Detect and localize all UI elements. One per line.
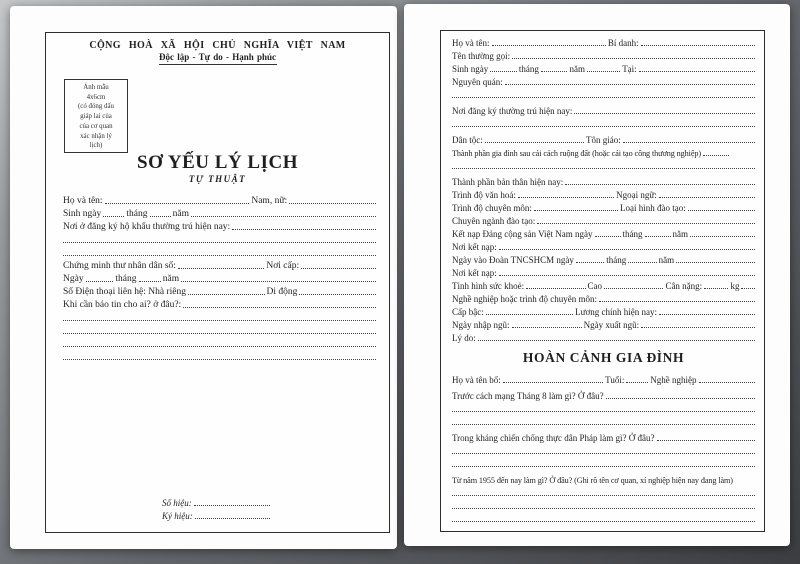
field-label: Cao bbox=[587, 281, 603, 291]
field-label: Khi cần báo tin cho ai? ở đâu?: bbox=[63, 300, 182, 310]
dotted-fill-line bbox=[178, 268, 264, 269]
form-row bbox=[62, 219, 377, 232]
photo-box-line: 4x6cm bbox=[86, 93, 106, 101]
dotted-fill-line bbox=[628, 262, 656, 263]
dotted-fill-line bbox=[537, 223, 755, 224]
dotted-fill-line bbox=[606, 398, 755, 399]
form-row bbox=[451, 252, 756, 265]
field-label: tháng bbox=[115, 274, 137, 284]
form-row bbox=[451, 278, 756, 291]
dotted-fill-line bbox=[703, 155, 729, 156]
form-row bbox=[451, 61, 756, 74]
national-motto-line-2: Độc lập - Tự do - Hạnh phúc bbox=[158, 52, 276, 62]
form-row bbox=[451, 372, 756, 385]
field-label: Tình hình sức khoẻ: bbox=[452, 281, 525, 291]
field-label: Sinh ngày bbox=[452, 64, 489, 74]
form-row bbox=[451, 265, 756, 278]
national-motto-line-1: CỘNG HOÀ XÃ HỘI CHỦ NGHĨA VIỆT NAM bbox=[89, 40, 346, 51]
field-label: Cấp bậc: bbox=[452, 307, 484, 317]
dotted-fill-line bbox=[195, 518, 270, 519]
field-label: tháng bbox=[622, 229, 643, 239]
dotted-fill-line bbox=[505, 84, 755, 85]
dotted-fill-line bbox=[526, 288, 585, 289]
page-2-body bbox=[441, 31, 764, 531]
form-row bbox=[451, 388, 756, 401]
field-label: năm bbox=[172, 209, 190, 219]
form-row bbox=[451, 472, 756, 485]
form-row bbox=[451, 304, 756, 317]
dotted-fill-line bbox=[188, 294, 265, 295]
dotted-fill-line bbox=[574, 113, 755, 114]
form-row bbox=[451, 116, 756, 129]
form-row bbox=[451, 226, 756, 239]
dotted-fill-line bbox=[657, 440, 755, 441]
field-label: Nơi ở đăng ký hộ khẩu thường trú hiện nay: bbox=[63, 222, 231, 232]
field-label: Chuyên ngành đào tạo: bbox=[452, 216, 536, 226]
dotted-fill-line bbox=[576, 262, 604, 263]
field-label: Tuổi: bbox=[605, 375, 625, 385]
form-row bbox=[62, 258, 377, 271]
dotted-fill-line bbox=[534, 210, 618, 211]
field-label: năm bbox=[162, 274, 180, 284]
dotted-fill-line bbox=[191, 216, 376, 217]
field-label: Số Điện thoại liên hệ: Nhà riêng bbox=[63, 287, 186, 297]
dotted-fill-line bbox=[599, 301, 755, 302]
field-label: Ngày bbox=[63, 274, 84, 284]
field-label: Từ năm 1955 đến nay làm gì? Ở đâu? (Ghi rõ tên cơ quan, xí nghiệp hiện nay đang làm) bbox=[452, 476, 733, 485]
field-label: năm bbox=[672, 229, 689, 239]
dotted-fill-line bbox=[478, 340, 755, 341]
dotted-fill-line bbox=[103, 216, 124, 217]
dotted-fill-line bbox=[623, 142, 755, 143]
form-row bbox=[62, 206, 377, 219]
field-label: năm bbox=[569, 64, 585, 74]
dotted-fill-line bbox=[181, 281, 376, 282]
form-row bbox=[451, 511, 756, 524]
page-1-border-frame bbox=[45, 32, 390, 533]
form-row bbox=[451, 485, 756, 498]
field-label: Di động bbox=[266, 287, 298, 297]
dotted-fill-line bbox=[452, 97, 755, 98]
form-row bbox=[451, 498, 756, 511]
dotted-fill-line bbox=[659, 197, 755, 198]
form-row bbox=[451, 213, 756, 226]
form-row bbox=[451, 330, 756, 343]
dotted-fill-line bbox=[699, 382, 755, 383]
form-row bbox=[451, 401, 756, 414]
form-row bbox=[62, 193, 377, 206]
form-row bbox=[62, 336, 377, 349]
dotted-fill-line bbox=[626, 382, 648, 383]
page-1-fields bbox=[62, 193, 377, 362]
field-label: Trong kháng chiến chống thực dân Pháp làm gì? Ở đâu? bbox=[452, 433, 655, 443]
dotted-fill-line bbox=[518, 197, 614, 198]
dotted-fill-line bbox=[641, 45, 755, 46]
dotted-fill-line bbox=[704, 288, 728, 289]
field-label: Trình độ chuyên môn: bbox=[452, 203, 532, 213]
dotted-fill-line bbox=[452, 495, 755, 496]
form-title: SƠ YẾU LÝ LỊCH bbox=[137, 152, 298, 173]
dotted-fill-line bbox=[452, 453, 755, 454]
field-label: Chứng minh thư nhân dân số: bbox=[63, 261, 176, 271]
dotted-fill-line bbox=[492, 45, 606, 46]
photo-box-line: xác nhận lý bbox=[80, 132, 112, 140]
photo-box-line: lịch) bbox=[89, 142, 103, 150]
dotted-fill-line bbox=[86, 281, 114, 282]
dotted-fill-line bbox=[499, 249, 755, 250]
dotted-fill-line bbox=[63, 255, 376, 256]
dotted-fill-line bbox=[301, 268, 376, 269]
field-label: Tên thường gọi: bbox=[452, 51, 511, 61]
field-label: Kết nạp Đảng cộng sản Việt Nam ngày bbox=[452, 229, 593, 239]
field-label: Nơi đăng ký thường trú hiện nay: bbox=[452, 106, 573, 116]
field-label: Ngày vào Đoàn TNCSHCM ngày bbox=[452, 255, 574, 265]
dotted-fill-line bbox=[289, 203, 376, 204]
dotted-fill-line bbox=[690, 236, 755, 237]
dotted-fill-line bbox=[512, 327, 582, 328]
field-label: Nghề nghiệp bbox=[650, 375, 697, 385]
field-label: Ngày xuất ngũ: bbox=[583, 320, 640, 330]
cv-form-page-1 bbox=[10, 6, 397, 549]
dotted-fill-line bbox=[452, 424, 755, 425]
form-row bbox=[451, 414, 756, 427]
field-label: Sinh ngày bbox=[63, 209, 102, 219]
dotted-fill-line bbox=[63, 359, 376, 360]
field-label: Lý do: bbox=[452, 333, 476, 343]
dotted-fill-line bbox=[452, 168, 755, 169]
form-row bbox=[451, 132, 756, 145]
field-label: kg bbox=[730, 281, 740, 291]
form-row bbox=[451, 145, 756, 158]
field-label: Dân tộc: bbox=[452, 135, 483, 145]
form-row bbox=[451, 239, 756, 252]
field-label: Trình độ văn hoá: bbox=[452, 190, 516, 200]
dotted-fill-line bbox=[512, 58, 755, 59]
field-label: Ký hiệu: bbox=[162, 511, 193, 521]
dotted-fill-line bbox=[63, 333, 376, 334]
national-header bbox=[46, 40, 389, 65]
dotted-fill-line bbox=[63, 242, 376, 243]
field-label: Thành phần bản thân hiện nay: bbox=[452, 177, 564, 187]
form-row bbox=[451, 174, 756, 187]
field-label: Tại: bbox=[622, 64, 637, 74]
page-2-fields-top bbox=[451, 35, 756, 343]
dotted-fill-line bbox=[183, 307, 376, 308]
dotted-fill-line bbox=[604, 288, 663, 289]
field-label: Nơi kết nạp: bbox=[452, 242, 497, 252]
dotted-fill-line bbox=[452, 126, 755, 127]
form-row bbox=[161, 495, 271, 508]
field-label: Nơi cấp: bbox=[266, 261, 300, 271]
dotted-fill-line bbox=[63, 346, 376, 347]
field-label: Lương chính hiện nay: bbox=[575, 307, 657, 317]
dotted-fill-line bbox=[741, 288, 755, 289]
form-row bbox=[451, 74, 756, 87]
field-label: Nơi kết nạp: bbox=[452, 268, 497, 278]
field-label: Ngoại ngữ: bbox=[616, 190, 657, 200]
dotted-fill-line bbox=[299, 294, 376, 295]
dotted-fill-line bbox=[63, 320, 376, 321]
form-row bbox=[451, 187, 756, 200]
family-section-title: HOÀN CẢNH GIA ĐÌNH bbox=[522, 350, 685, 365]
page-2-fields-bottom bbox=[451, 372, 756, 524]
dotted-fill-line bbox=[639, 71, 755, 72]
page-1-footer bbox=[161, 495, 271, 521]
form-row bbox=[62, 310, 377, 323]
form-row bbox=[451, 430, 756, 443]
dotted-fill-line bbox=[645, 236, 671, 237]
field-label: Cân nặng: bbox=[665, 281, 703, 291]
dotted-fill-line bbox=[486, 314, 573, 315]
dotted-fill-line bbox=[232, 229, 376, 230]
form-row bbox=[451, 48, 756, 61]
dotted-fill-line bbox=[452, 466, 755, 467]
dotted-fill-line bbox=[139, 281, 161, 282]
photo-box-line: (có đóng dấu bbox=[78, 103, 114, 111]
form-row bbox=[451, 158, 756, 171]
form-row bbox=[62, 284, 377, 297]
dotted-fill-line bbox=[150, 216, 171, 217]
field-label: tháng bbox=[606, 255, 627, 265]
field-label: tháng bbox=[126, 209, 148, 219]
dotted-fill-line bbox=[452, 521, 755, 522]
photo-placeholder-box bbox=[64, 79, 128, 153]
field-label: Số hiệu: bbox=[162, 498, 192, 508]
field-label: Nghề nghiệp hoặc trình độ chuyên môn: bbox=[452, 294, 597, 304]
dotted-fill-line bbox=[452, 411, 755, 412]
field-label: Thành phần gia đình sau cải cách ruộng đất (hoặc cải tạo công thương nghiệp) bbox=[452, 149, 701, 158]
dotted-fill-line bbox=[595, 236, 621, 237]
dotted-fill-line bbox=[194, 505, 270, 506]
field-label: Tôn giáo: bbox=[585, 135, 621, 145]
form-row bbox=[451, 200, 756, 213]
dotted-fill-line bbox=[676, 262, 755, 263]
dotted-fill-line bbox=[490, 71, 517, 72]
field-label: tháng bbox=[518, 64, 539, 74]
dotted-fill-line bbox=[503, 382, 603, 383]
dotted-fill-line bbox=[541, 71, 568, 72]
field-label: Họ và tên: bbox=[63, 196, 103, 206]
cv-form-page-2 bbox=[404, 4, 790, 546]
form-row bbox=[62, 323, 377, 336]
field-label: năm bbox=[658, 255, 675, 265]
field-label: Họ và tên: bbox=[452, 38, 490, 48]
form-row bbox=[62, 271, 377, 284]
form-row bbox=[451, 35, 756, 48]
form-row bbox=[62, 349, 377, 362]
dotted-fill-line bbox=[452, 508, 755, 509]
form-row bbox=[451, 291, 756, 304]
field-label: Nguyên quán: bbox=[452, 77, 503, 87]
form-row bbox=[62, 297, 377, 310]
dotted-fill-line bbox=[641, 327, 755, 328]
form-row bbox=[62, 232, 377, 245]
dotted-fill-line bbox=[499, 275, 755, 276]
dotted-fill-line bbox=[485, 142, 584, 143]
field-label: Trước cách mạng Tháng 8 làm gì? Ở đâu? bbox=[452, 391, 604, 401]
photo-box-line: của cơ quan bbox=[79, 122, 113, 130]
photo-box-line: Ảnh mẫu bbox=[83, 84, 109, 91]
form-row bbox=[451, 317, 756, 330]
page-2-border-frame bbox=[440, 30, 765, 532]
dotted-fill-line bbox=[587, 71, 620, 72]
form-subtitle: TỰ THUẬT bbox=[188, 174, 247, 184]
form-row bbox=[161, 508, 271, 521]
dotted-fill-line bbox=[105, 203, 250, 204]
dotted-fill-line bbox=[688, 210, 755, 211]
form-row bbox=[451, 456, 756, 469]
form-row bbox=[451, 443, 756, 456]
form-row bbox=[451, 87, 756, 100]
field-label: Loại hình đào tạo: bbox=[620, 203, 686, 213]
field-label: Bí danh: bbox=[607, 38, 639, 48]
photo-box-line: giáp lai của bbox=[80, 113, 112, 121]
field-label: Họ và tên bố: bbox=[452, 375, 501, 385]
field-label: Nam, nữ: bbox=[251, 196, 288, 206]
form-row bbox=[62, 245, 377, 258]
dotted-fill-line bbox=[565, 184, 755, 185]
dotted-fill-line bbox=[659, 314, 755, 315]
header-underline bbox=[159, 64, 277, 65]
field-label: Ngày nhập ngũ: bbox=[452, 320, 510, 330]
form-row bbox=[451, 103, 756, 116]
